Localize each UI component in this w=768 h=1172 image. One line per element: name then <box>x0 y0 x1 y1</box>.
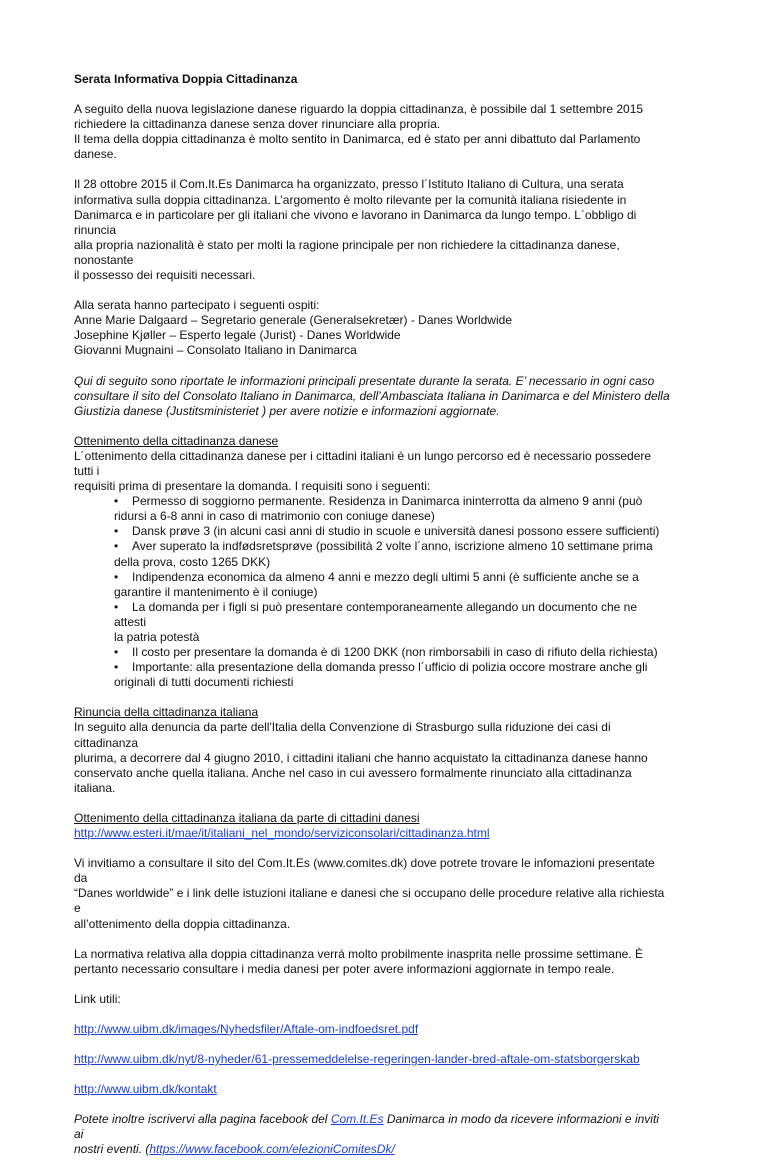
guest-item: Giovanni Mugnaini – Consolato Italiano in Danimarca <box>74 343 357 358</box>
bullet-glyph: • <box>114 645 119 660</box>
facebook-text: nostri eventi. ( <box>74 1142 150 1157</box>
document-page <box>74 72 670 1172</box>
intro-line: Il tema della doppia cittadinanza è molto sentito in Danimarca, ed è stato per anni dibattuto dal Parlamento <box>74 132 641 147</box>
intro-paragraph <box>74 102 670 162</box>
section-heading: Ottenimento della cittadinanza danese <box>74 433 279 448</box>
bullet-glyph: • <box>114 524 119 539</box>
event-line: alla propria nazionalità è stato per molti la ragione principale per non richiedere la cittadinanza danese, nonostante <box>74 237 620 267</box>
renunciation-section <box>74 705 670 796</box>
requirement-text: Permesso di soggiorno permanente. Residenza in Danimarca ininterrotta da almeno 9 anni (può <box>132 494 643 509</box>
requirement-item <box>74 494 670 524</box>
regulation-paragraph <box>74 947 670 977</box>
facebook-page-link[interactable]: https://www.facebook.com/elezioniComitesDk/ <box>149 1142 395 1157</box>
bullet-glyph: • <box>114 539 119 554</box>
useful-link-paragraph <box>74 1082 670 1097</box>
section-line: requisiti prima di presentare la domanda. I requisiti sono i seguenti: <box>74 479 431 494</box>
section-line: In seguito alla denuncia da parte dell'Italia della Convenzione di Strasburgo sulla riduzione dei casi di cittadinanza <box>74 720 611 750</box>
facebook-text: Potete inoltre iscrivervi alla pagina facebook del <box>74 1112 331 1127</box>
note-line: Qui di seguito sono riportate le informazioni principali presentate durante la serata. E’ necessario in ogni caso <box>74 373 655 388</box>
regulation-line: La normativa relativa alla doppia cittadinanza verrá molto probilmente inasprita nelle prossime settimane. È <box>74 946 643 961</box>
facebook-line <box>74 1112 670 1142</box>
requirements-list <box>74 494 670 690</box>
regulation-line: pertanto necessario consultare i media danesi per poter avere informazioni aggiornate in tempo reale. <box>74 961 615 976</box>
requirement-text-cont: garantire il mantenimento è il coniuge) <box>114 584 318 599</box>
requirement-item <box>74 660 670 690</box>
bullet-glyph: • <box>114 660 119 675</box>
event-paragraph <box>74 177 670 283</box>
facebook-text: Danimarca in modo da ricevere informazioni e inviti ai <box>74 1112 659 1142</box>
intro-line: danese. <box>74 147 117 162</box>
useful-link-agreement-pdf[interactable]: http://www.uibm.dk/images/Nyhedsfiler/Aftale-om-indfoedsret.pdf <box>74 1021 419 1036</box>
invite-line: all’ottenimento della doppia cittadinanza. <box>74 916 291 931</box>
bullet-glyph: • <box>114 569 119 584</box>
italian-citizenship-section <box>74 811 670 841</box>
facebook-paragraph <box>74 1112 670 1157</box>
event-line: Danimarca e in particolare per gli italiani che vivono e lavorano in Danimarca da lungo tempo. L´obbligo di rinuncia <box>74 207 637 237</box>
useful-link-paragraph <box>74 1052 670 1067</box>
section-line: conservato anche quella italiana. Anche nel caso in cui avessero formalmente rinunciato alla cittadinanza italiana. <box>74 765 632 795</box>
note-paragraph <box>74 374 670 419</box>
invite-paragraph <box>74 856 670 931</box>
invite-line: “Danes worldwide” e i link delle istuzioni italiane e danesi che si occupano delle procedure relative alla richiesta e <box>74 886 665 916</box>
requirement-text: La domanda per i figli si può presentare contemporaneamente allegando un documento che ne attesti <box>114 599 638 629</box>
note-line: Giustizia danese (Justitsministeriet ) per avere notizie e informazioni aggiornate. <box>74 403 500 418</box>
requirement-item <box>74 539 670 569</box>
section-line: L´ottenimento della cittadinanza danese per i cittadini italiani è un lungo percorso ed è necessario possedere tutti i <box>74 448 652 478</box>
requirement-text-cont: ridursi a 6-8 anni in caso di matrimonio con coniuge danese) <box>114 509 435 524</box>
guests-heading: Alla serata hanno partecipato i seguenti ospiti: <box>74 298 320 313</box>
intro-line: richiedere la cittadinanza danese senza dover rinunciare alla propria. <box>74 117 441 132</box>
bullet-glyph: • <box>114 494 119 509</box>
requirement-text: Aver superato la indfødsretsprøve (possibilità 2 volte l´anno, iscrizione almeno 10 settimane prima <box>132 539 653 554</box>
danish-citizenship-section <box>74 434 670 691</box>
event-line: il possesso dei requisiti necessari. <box>74 268 256 283</box>
requirement-text: Importante: alla presentazione della domanda presso l´ufficio di polizia occore mostrare anche gli <box>132 660 648 675</box>
requirement-item <box>74 645 670 660</box>
useful-link-press-release[interactable]: http://www.uibm.dk/nyt/8-nyheder/61-pressemeddelelse-regeringen-lander-bred-aftale-om-statsborgerskab <box>74 1051 640 1066</box>
invite-line: Vi invitiamo a consultare il sito del Com.It.Es (www.comites.dk) dove potrete trovare le infomazioni presentate da <box>74 856 655 886</box>
useful-link-paragraph <box>74 1022 670 1037</box>
esteri-link[interactable]: http://www.esteri.it/mae/it/italiani_nel_mondo/serviziconsolari/cittadinanza.html <box>74 826 490 841</box>
bullet-glyph: • <box>114 599 119 614</box>
useful-link-contact[interactable]: http://www.uibm.dk/kontakt <box>74 1082 217 1097</box>
requirement-text: Il costo per presentare la domanda è di 1200 DKK (non rimborsabili in caso di rifiuto della richiesta) <box>132 645 658 660</box>
guest-item: Anne Marie Dalgaard – Segretario generale (Generalsekretær) - Danes Worldwide <box>74 313 512 328</box>
comites-link[interactable]: Com.It.Es <box>330 1112 384 1127</box>
event-line: informativa sulla doppia cittadinanza. L’argomento è molto rilevante per la comunità italiana risiedente in <box>74 192 627 207</box>
section-heading: Ottenimento della cittadinanza italiana da parte di cittadini danesi <box>74 810 420 825</box>
document-title: Serata Informativa Doppia Cittadinanza <box>74 72 298 86</box>
section-line: plurima, a decorrere dal 4 giugno 2010, i cittadini italiani che hanno acquistato la cittadinanza danese hanno <box>74 750 648 765</box>
requirement-item <box>74 524 670 539</box>
requirement-text: Dansk prøve 3 (in alcuni casi anni di studio in scuole e università danesi possono essere sufficienti) <box>132 524 660 539</box>
links-heading: Link utili: <box>74 991 121 1006</box>
note-line: consultare il sito del Consolato Italiano in Danimarca, dell’Ambasciata Italiana in Danimarca e del Ministero della <box>74 388 670 403</box>
facebook-line <box>74 1142 670 1157</box>
guests-paragraph <box>74 298 670 358</box>
requirement-text-cont: originali di tutti documenti richiesti <box>114 675 294 690</box>
intro-line: A seguito della nuova legislazione danese riguardo la doppia cittadinanza, è possibile dal 1 settembre 2015 <box>74 102 644 117</box>
guest-item: Josephine Kjøller – Esperto legale (Jurist) - Danes Worldwide <box>74 328 401 343</box>
event-line: Il 28 ottobre 2015 il Com.It.Es Danimarca ha organizzato, presso l´Istituto Italiano di Cultura, una serata <box>74 177 624 192</box>
requirement-text-cont: la patria potestà <box>114 630 200 644</box>
requirement-text: Indipendenza economica da almeno 4 anni e mezzo degli ultimi 5 anni (è sufficiente anche se a <box>132 569 639 584</box>
requirement-item <box>74 600 670 645</box>
section-heading: Rinuncia della cittadinanza italiana <box>74 705 259 720</box>
requirement-item <box>74 570 670 600</box>
requirement-text-cont: della prova, costo 1265 DKK) <box>114 554 271 569</box>
